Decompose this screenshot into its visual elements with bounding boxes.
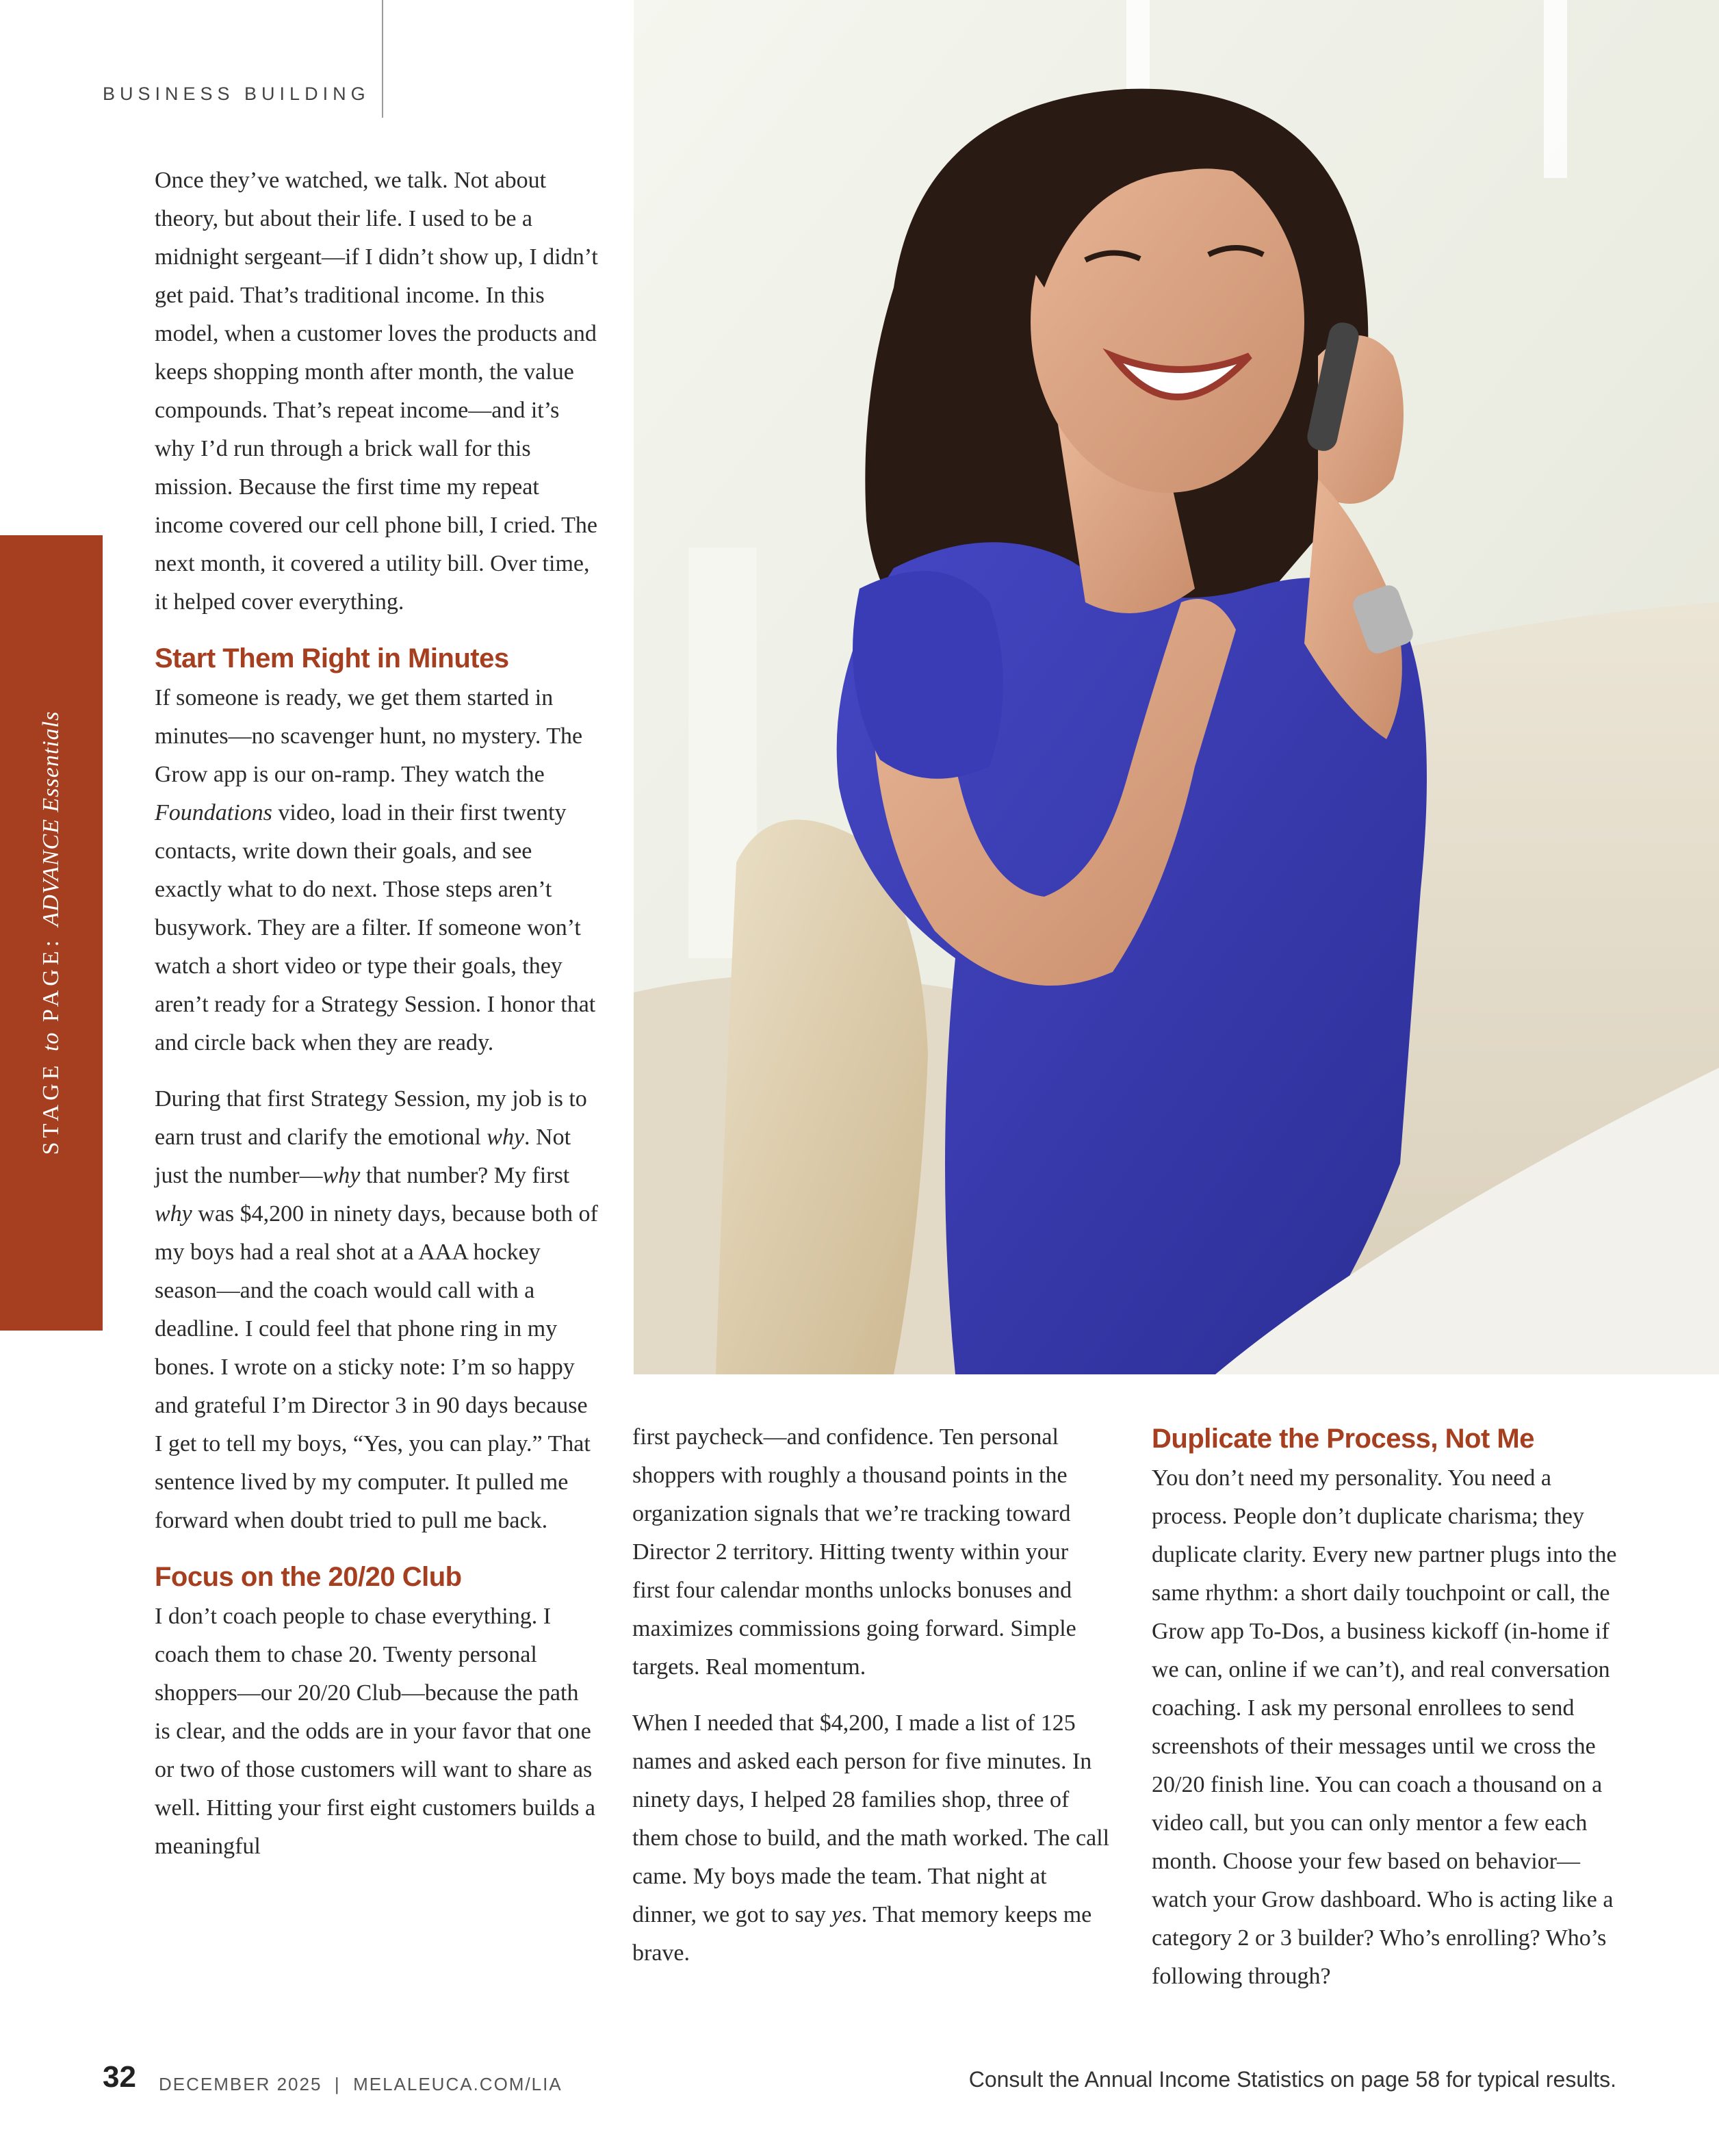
- footer-issue: DECEMBER 2025 | MELALEUCA.COM/LIA: [159, 2074, 563, 2094]
- article-column-1: [155, 162, 599, 1866]
- article-column-2: [632, 1418, 1111, 1973]
- subheading-duplicate-process: Duplicate the Process, Not Me: [1152, 1424, 1534, 1454]
- page-number: 32: [103, 2060, 136, 2094]
- side-tab-page: PAGE:: [38, 926, 64, 1032]
- subheading-focus-20-20: Focus on the 20/20 Club: [155, 1562, 462, 1592]
- footer-disclaimer: Consult the Annual Income Statistics on page 58 for typical results.: [968, 2067, 1616, 2092]
- side-tab-text: [38, 711, 64, 1155]
- section-label: BUSINESS BUILDING: [103, 84, 370, 104]
- paragraph: You don’t need my personality. You need a process. People don’t duplicate charisma; they duplicate clarity. Every new partner plugs into the same rhythm: a short daily touchpoint or call, the Grow app To-Dos, a business kickoff (in-home if we can, online if we can’t), and real conversation coaching. I ask my personal enrollees to send screenshots of their messages until we cross the 20/20 finish line. You can coach a thousand on a video call, but you can only mentor a few each month. Choose your few based on behavior—watch your Grow dashboard. Who is acting like a category 2 or 3 builder? Who’s enrolling? Who’s following through?: [1152, 1465, 1617, 1989]
- side-tab-to: to: [38, 1031, 64, 1052]
- subheading-start-them-right: Start Them Right in Minutes: [155, 643, 509, 673]
- side-tab-advance: ADVANCE Essentials: [38, 710, 64, 927]
- header-divider: [382, 0, 383, 118]
- photo-woman-on-phone: [634, 0, 1719, 1374]
- side-tab: [0, 535, 103, 1331]
- hero-photo: [634, 0, 1719, 1374]
- paragraph: I don’t coach people to chase everything. I coach them to chase 20. Twenty personal shoppers—our 20/20 Club—because the path is clear, and the odds are in your favor that one or two of those customers will want to share as well. Hitting your first eight customers builds a meaningful: [155, 1604, 596, 1859]
- paragraph: Once they’ve watched, we talk. Not about theory, but about their life. I used to be a midnight sergeant—if I didn’t show up, I didn’t get paid. That’s traditional income. In this model, when a customer loves the products and keeps shopping month after month, the value compounds. That’s repeat income—and it’s why I’d run through a brick wall for this mission. Because the first time my repeat income covered our cell phone bill, I cried. The next month, it covered a utility bill. Over time, it helped cover everything.: [155, 168, 598, 615]
- paragraph: When I needed that $4,200, I made a list of 125 names and asked each person for five minutes. In ninety days, I helped 28 families shop, three of them chose to build, and the math worked. The call came. My boys made the team. That night at dinner, we got to say yes. That memory keeps me brave.: [632, 1710, 1110, 1966]
- article-column-3: [1152, 1418, 1624, 1996]
- side-tab-stage: STAGE: [38, 1051, 64, 1155]
- paragraph: If someone is ready, we get them started in minutes—no scavenger hunt, no mystery. The Grow app is our on-ramp. They watch the Foundations video, load in their first twenty contacts, write down their goals, and see exactly what to do next. Those steps aren’t busywork. They are a filter. If someone won’t watch a short video or type their goals, they aren’t ready for a Strategy Session. I honor that and circle back when they are ready.: [155, 685, 596, 1055]
- paragraph: During that first Strategy Session, my job is to earn trust and clarify the emotional why. Not just the number—why that number? My first why was $4,200 in ninety days, because both of my boys had a real shot at a AAA hockey season—and the coach would call with a deadline. I could feel that phone ring in my bones. I wrote on a sticky note: I’m so happy and grateful I’m Director 3 in 90 days because I get to tell my boys, “Yes, you can play.” That sentence lived by my computer. It pulled me forward when doubt tried to pull me back.: [155, 1086, 598, 1533]
- paragraph: first paycheck—and confidence. Ten personal shoppers with roughly a thousand points in the organization signals that we’re tracking toward Director 2 territory. Hitting twenty within your first four calendar months unlocks bonuses and maximizes commissions going forward. Simple targets. Real momentum.: [632, 1424, 1076, 1680]
